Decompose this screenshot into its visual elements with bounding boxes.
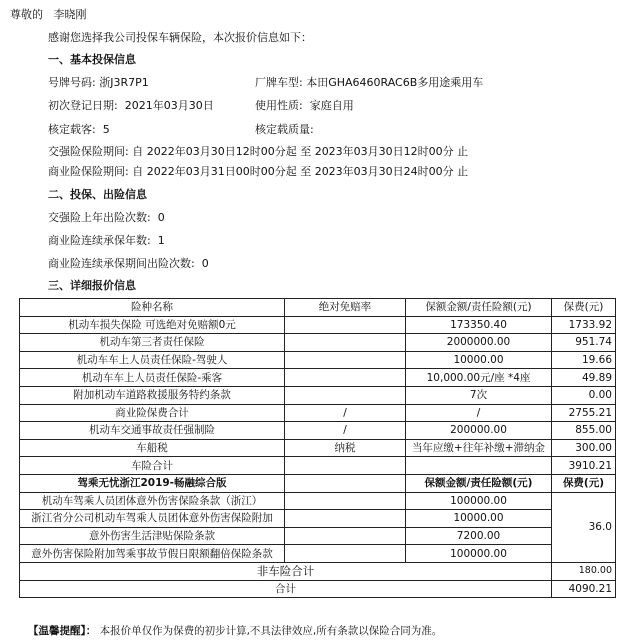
header-amount: 保额金额/责任险额(元) [406, 299, 552, 317]
section-quote-title: 三、详细报价信息 [48, 279, 136, 292]
coverage-name: 机动车第三者责任保险 [20, 334, 285, 352]
plate-row [48, 74, 149, 90]
premium: 300.00 [552, 439, 616, 457]
insured-amount: 10,000.00元/座 *4座 [406, 369, 552, 387]
nonvehicle-amount-header: 保额金额/责任险额(元) [406, 474, 552, 492]
premium: 0.00 [552, 386, 616, 404]
nonvehicle-package-name: 驾乘无忧浙江2019-畅融综合版 [20, 474, 285, 492]
reg-date-value: 2021年03月30日 [124, 99, 214, 112]
section-claims-title: 二、投保、出险信息 [48, 188, 147, 201]
deductible-rate: / [285, 422, 406, 440]
header-premium: 保费(元) [552, 299, 616, 317]
table-header-row [20, 299, 616, 317]
premium: 1733.92 [552, 316, 616, 334]
coverage-name: 意外伤害生活津贴保险条款 [20, 527, 285, 545]
usage-row [255, 97, 354, 113]
coverage-name: 商业险保费合计 [20, 404, 285, 422]
model-value: 本田GHA6460RAC6B多用途乘用车 [306, 76, 484, 89]
premium: 855.00 [552, 422, 616, 440]
reg-date-label: 初次登记日期: [48, 99, 118, 112]
table-row [20, 386, 616, 404]
jq-period-label: 交强险保险期间: [48, 145, 129, 158]
sy-period-label: 商业险保险期间: [48, 165, 129, 178]
insured-amount: / [406, 404, 552, 422]
deductible-rate [285, 369, 406, 387]
table-row [20, 316, 616, 334]
deductible-rate [285, 334, 406, 352]
greeting-salutation: 尊敬的 [10, 8, 43, 21]
insured-amount: 173350.40 [406, 316, 552, 334]
model-row [255, 74, 483, 90]
sy-years-row [48, 232, 165, 248]
deductible-rate [285, 386, 406, 404]
deductible-rate: 纳税 [285, 439, 406, 457]
coverage-name: 车船税 [20, 439, 285, 457]
deductible-rate [285, 492, 406, 510]
header-coverage: 险种名称 [20, 299, 285, 317]
nonvehicle-total-row [20, 562, 616, 580]
seats-row [48, 121, 110, 137]
nonvehicle-total-value: 180.00 [552, 562, 616, 580]
insured-amount: 200000.00 [406, 422, 552, 440]
jq-claims-value: 0 [157, 211, 165, 224]
sy-period-row [48, 163, 468, 179]
table-row [20, 492, 616, 510]
coverage-name: 机动车车上人员责任保险-驾驶人 [20, 351, 285, 369]
sy-period-claims-value: 0 [201, 257, 209, 270]
coverage-name: 机动车车上人员责任保险-乘客 [20, 369, 285, 387]
jq-period-value: 自 2022年03月30日12时00分起 至 2023年03月30日12时00分 止 [132, 145, 469, 158]
nonvehicle-header-row [20, 474, 616, 492]
nonvehicle-empty-cell [285, 474, 406, 492]
table-row [20, 510, 616, 528]
sy-years-value: 1 [157, 234, 165, 247]
coverage-name: 意外伤害保险附加驾乘事故节假日限额翻倍保险条款 [20, 545, 285, 563]
grand-total-value: 4090.21 [552, 580, 616, 598]
insured-amount: 2000000.00 [406, 334, 552, 352]
sy-period-claims-row [48, 255, 209, 271]
greeting [10, 6, 87, 22]
deductible-rate: / [285, 404, 406, 422]
seats-label: 核定载客: [48, 123, 96, 136]
insured-amount [406, 457, 552, 475]
premium: 2755.21 [552, 404, 616, 422]
insured-amount: 当年应缴+往年补缴+滞纳金 [406, 439, 552, 457]
premium: 49.89 [552, 369, 616, 387]
usage-value: 家庭自用 [309, 99, 354, 112]
nonvehicle-total-label: 非车险合计 [20, 562, 552, 580]
table-row [20, 527, 616, 545]
plate-label: 号牌号码: [48, 76, 96, 89]
insured-amount: 10000.00 [406, 510, 552, 528]
intro-text: 感谢您选择我公司投保车辆保险，本次报价信息如下： [48, 31, 312, 44]
coverage-name: 机动车交通事故责任强制险 [20, 422, 285, 440]
sy-period-claims-label: 商业险连续承保期间出险次数: [48, 257, 195, 270]
nonvehicle-premium: 36.0 [552, 492, 616, 562]
quote-table [19, 298, 616, 598]
insured-amount: 100000.00 [406, 492, 552, 510]
coverage-name: 机动车驾乘人员团体意外伤害保险条款（浙江） [20, 492, 285, 510]
coverage-name: 车险合计 [20, 457, 285, 475]
coverage-name: 浙江省分公司机动车驾乘人员团体意外伤害保险附加 [20, 510, 285, 528]
insured-amount: 10000.00 [406, 351, 552, 369]
premium: 19.66 [552, 351, 616, 369]
deductible-rate [285, 545, 406, 563]
footer-text: 本报价单仅作为保费的初步计算,不具法律效应,所有条款以保险合同为准。 [99, 625, 443, 637]
deductible-rate [285, 457, 406, 475]
usage-label: 使用性质: [255, 99, 303, 112]
coverage-name: 机动车损失保险 可选绝对免赔额0元 [20, 316, 285, 334]
deductible-rate [285, 527, 406, 545]
insured-amount: 7200.00 [406, 527, 552, 545]
table-row [20, 457, 616, 475]
table-row [20, 439, 616, 457]
footer-label: 【温馨提醒】： [28, 625, 97, 637]
mass-row [255, 121, 314, 137]
table-row [20, 545, 616, 563]
footer-note [28, 623, 442, 638]
premium: 951.74 [552, 334, 616, 352]
sy-period-value: 自 2022年03月31日00时00分起 至 2023年03月30日24时00分 止 [132, 165, 469, 178]
insured-amount: 100000.00 [406, 545, 552, 563]
table-row [20, 404, 616, 422]
grand-total-row [20, 580, 616, 598]
premium: 3910.21 [552, 457, 616, 475]
section-basic-title: 一、基本投保信息 [48, 53, 136, 66]
grand-total-label: 合计 [20, 580, 552, 598]
customer-name: 李晓刚 [53, 8, 87, 21]
deductible-rate [285, 316, 406, 334]
seats-value: 5 [102, 123, 110, 136]
header-deductible: 绝对免赔率 [285, 299, 406, 317]
nonvehicle-premium-header: 保费(元) [552, 474, 616, 492]
jq-claims-row [48, 209, 165, 225]
deductible-rate [285, 510, 406, 528]
jq-period-row [48, 143, 468, 159]
mass-label: 核定载质量: [255, 123, 314, 136]
table-row [20, 334, 616, 352]
plate-value: 浙J3R7P1 [99, 76, 149, 89]
reg-date-row [48, 97, 214, 113]
sy-years-label: 商业险连续承保年数: [48, 234, 151, 247]
deductible-rate [285, 351, 406, 369]
insured-amount: 7次 [406, 386, 552, 404]
table-row [20, 351, 616, 369]
coverage-name: 附加机动车道路救援服务特约条款 [20, 386, 285, 404]
model-label: 厂牌车型: [255, 76, 303, 89]
table-row [20, 422, 616, 440]
table-row [20, 369, 616, 387]
jq-claims-label: 交强险上年出险次数: [48, 211, 151, 224]
